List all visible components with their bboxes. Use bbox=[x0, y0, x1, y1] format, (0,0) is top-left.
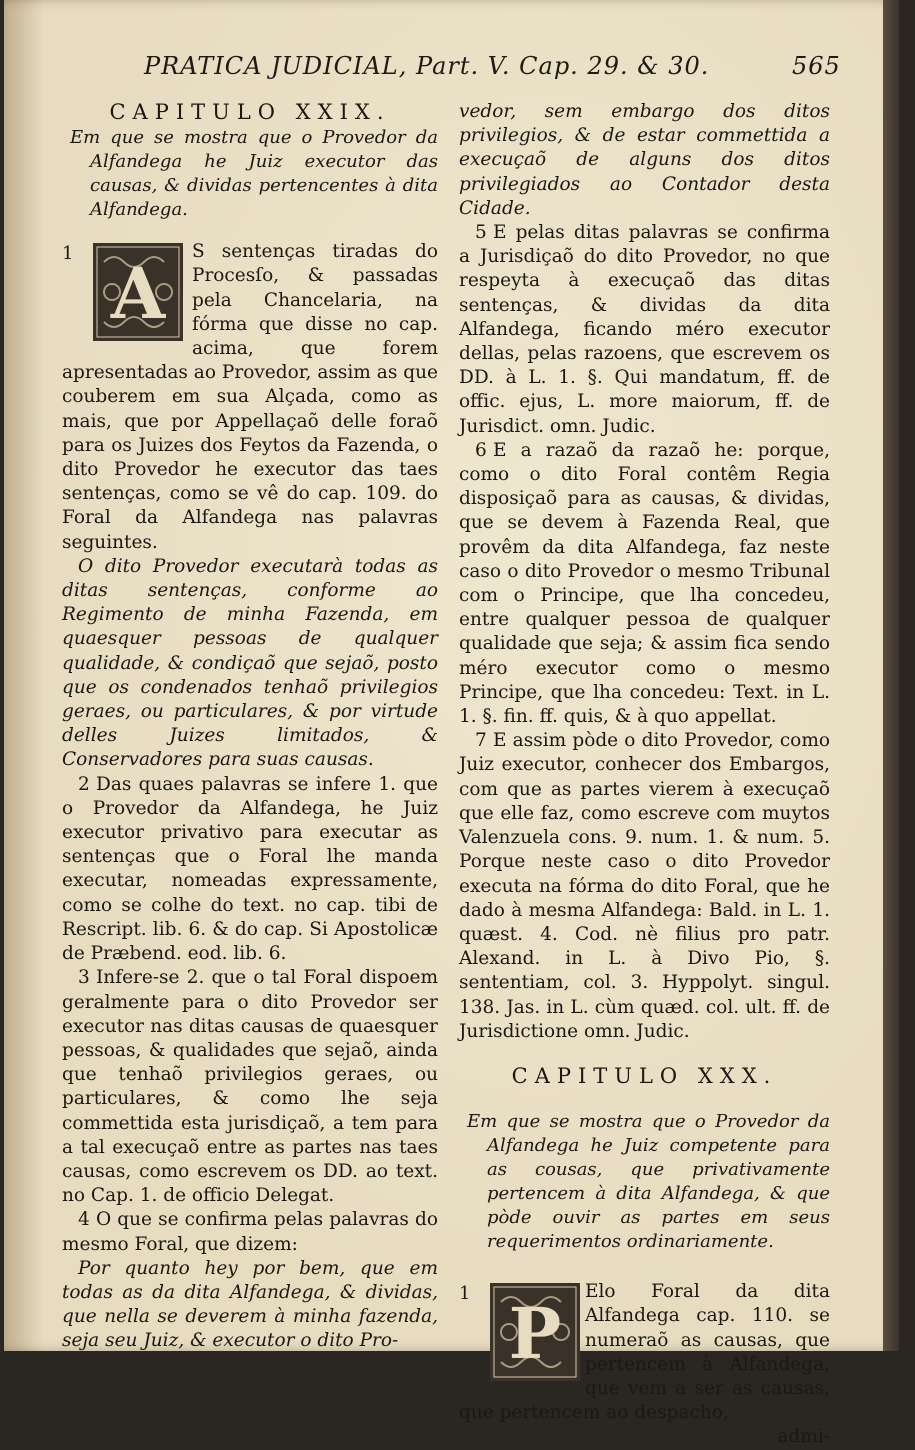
catchword: admi- bbox=[777, 1426, 830, 1448]
left-column bbox=[62, 100, 438, 1354]
ornamental-initial-icon bbox=[489, 1282, 581, 1382]
ornamental-initial-icon bbox=[92, 242, 184, 342]
running-header bbox=[144, 52, 844, 80]
quote-continuation: vedor, sem embargo dos ditos privilegios, & de estar commettida a execuçaõ de alguns dos ditos privilegiados ao Contador desta Cidade. bbox=[459, 101, 830, 219]
paragraph-1: S sentenças tiradas do Procesſo, & passadas pela Chancelaria, na fórma que disse no cap. acima, que forem apresentadas ao Provedor, assim as que couberem em sua Alçada, como as mais, que por Appellaçaõ delle foraõ para os Juizes dos Feytos da Fazenda, o dito Provedor he executor das taes sentenças, como se vê do cap. 109. do Foral da Alfandega nas palavras seguintes. bbox=[62, 241, 438, 553]
paragraph-2: 2 Das quaes palavras se infere 1. que o Provedor da Alfandega, he Juiz executor privativo para executar as sentenças que o Foral lhe manda executar, nomeadas expressamente, como se colhe do text. no cap. tibi de Rescript. lib. 6. & do cap. Si Apostolicæ de Præbend. eod. lib. 6. bbox=[62, 773, 438, 965]
dropcap-p bbox=[459, 1282, 577, 1378]
chapter-title-xxx: CAPITULO XXX. bbox=[511, 1063, 778, 1088]
dropcap-letter: A bbox=[110, 252, 166, 336]
paragraph-number: 1 bbox=[62, 243, 74, 265]
paragraph-number: 1 bbox=[459, 1283, 471, 1305]
paragraph-1-chapter-xxx: Elo Foral da dita Alfandega cap. 110. se numeraõ as causas, que pertencem à Alfandega, que vem a ser as causas, que pertencem ao despacho, bbox=[459, 1281, 830, 1424]
paragraph-6: 6 E a razaõ da razaõ he: porque, como o dito Foral contêm Regia disposiçaõ para as causas, & dividas, que se devem à Fazenda Real, que provêm da dita Alfandega, faz neste caso o dito Provedor o mesmo Tribunal com o Principe, que lha concedeu, entre qualquer pessoa de qualquer qualidade que seja; & assim fica sendo méro executor como o mesmo Principe, que lha concedeu: Text. in L. 1. §. fin. ff. quis, & à quo appellat. bbox=[459, 439, 830, 728]
chapter-summary-xxix: Em que se mostra que o Provedor da Alfandega he Juiz executor das causas, & dividas pertencentes à dita Alfandega. bbox=[70, 127, 438, 221]
paragraph-7: 7 E assim pòde o dito Provedor, como Juiz executor, conhecer dos Embargos, com que as partes vierem à execuçaõ que elle faz, como escreve com muytos Valenzuela cons. 9. num. 1. & num. 5. Porque neste caso o dito Provedor executa na fórma do dito Foral, que he dado à mesma Alfandega: Bald. in L. 1. quæst. 4. Cod. nè filius pro patr. Alexand. in L. à Divo Pio, §. sententiam, col. 3. Hyppolyt. singul. 138. Jas. in L. cùm quæd. col. ult. ff. de Jurisdictione omn. Judic. bbox=[459, 730, 830, 1042]
page-number: 565 bbox=[792, 52, 841, 80]
paragraph-3: 3 Infere-se 2. que o tal Foral dispoem geralmente para o dito Provedor ser executor nas ditas causas de quaesquer pessoas, & qualidades que sejaõ, ainda que tenhaõ privilegios geraes, ou particulares, & como lhe seja commettida esta jurisdiçaõ, a tem para a tal execuçaõ entre as partes nas taes causas, como escrevem os DD. ao text. no Cap. 1. de officio Delegat. bbox=[62, 967, 438, 1207]
page-edge bbox=[883, 0, 899, 1351]
foral-quote-2: Por quanto hey por bem, que em todas as da dita Alfandega, & dividas, que nella se deverem à minha fazenda, seja seu Juiz, & executor o dito Pro- bbox=[62, 1257, 438, 1352]
dropcap-a bbox=[62, 242, 184, 342]
running-title: PRATICA JUDICIAL, Part. V. Cap. 29. & 30. bbox=[144, 52, 710, 80]
right-column bbox=[459, 100, 830, 1450]
paragraph-5: 5 E pelas ditas palavras se confirma a Jurisdiçaõ do dito Provedor, no que respeyta à execuçaõ das ditas sentenças, & dividas da dita Alfandega, ficando méro executor dellas, pelas razoens, que escrevem os DD. à L. 1. §. Qui mandatum, ff. de offic. ejus, L. more maiorum, ff. de Jurisdict. omn. Judic. bbox=[459, 222, 830, 437]
chapter-title-xxix: CAPITULO XXIX. bbox=[109, 100, 391, 124]
foral-quote-1: O dito Provedor executarà todas as ditas sentenças, conforme ao Regimento de minha Fazenda, em quaesquer pessoas de qualquer qualidade, & condiçaõ que sejaõ, posto que os condenados tenhaõ privilegios geraes, ou particulares, & por virtude delles Juizes limitados, & Conservadores para suas causas. bbox=[62, 555, 438, 771]
dropcap-letter: P bbox=[508, 1292, 562, 1376]
book-page bbox=[4, 0, 899, 1448]
paragraph-4: 4 O que se confirma pelas palavras do mesmo Foral, que dizem: bbox=[62, 1209, 438, 1255]
chapter-summary-xxx: Em que se mostra que o Provedor da Alfandega he Juiz competente para as cousas, que privativamente pertencem à dita Alfandega, & que pòde ouvir as partes em seus requerimentos ordinariamente. bbox=[467, 1111, 830, 1253]
